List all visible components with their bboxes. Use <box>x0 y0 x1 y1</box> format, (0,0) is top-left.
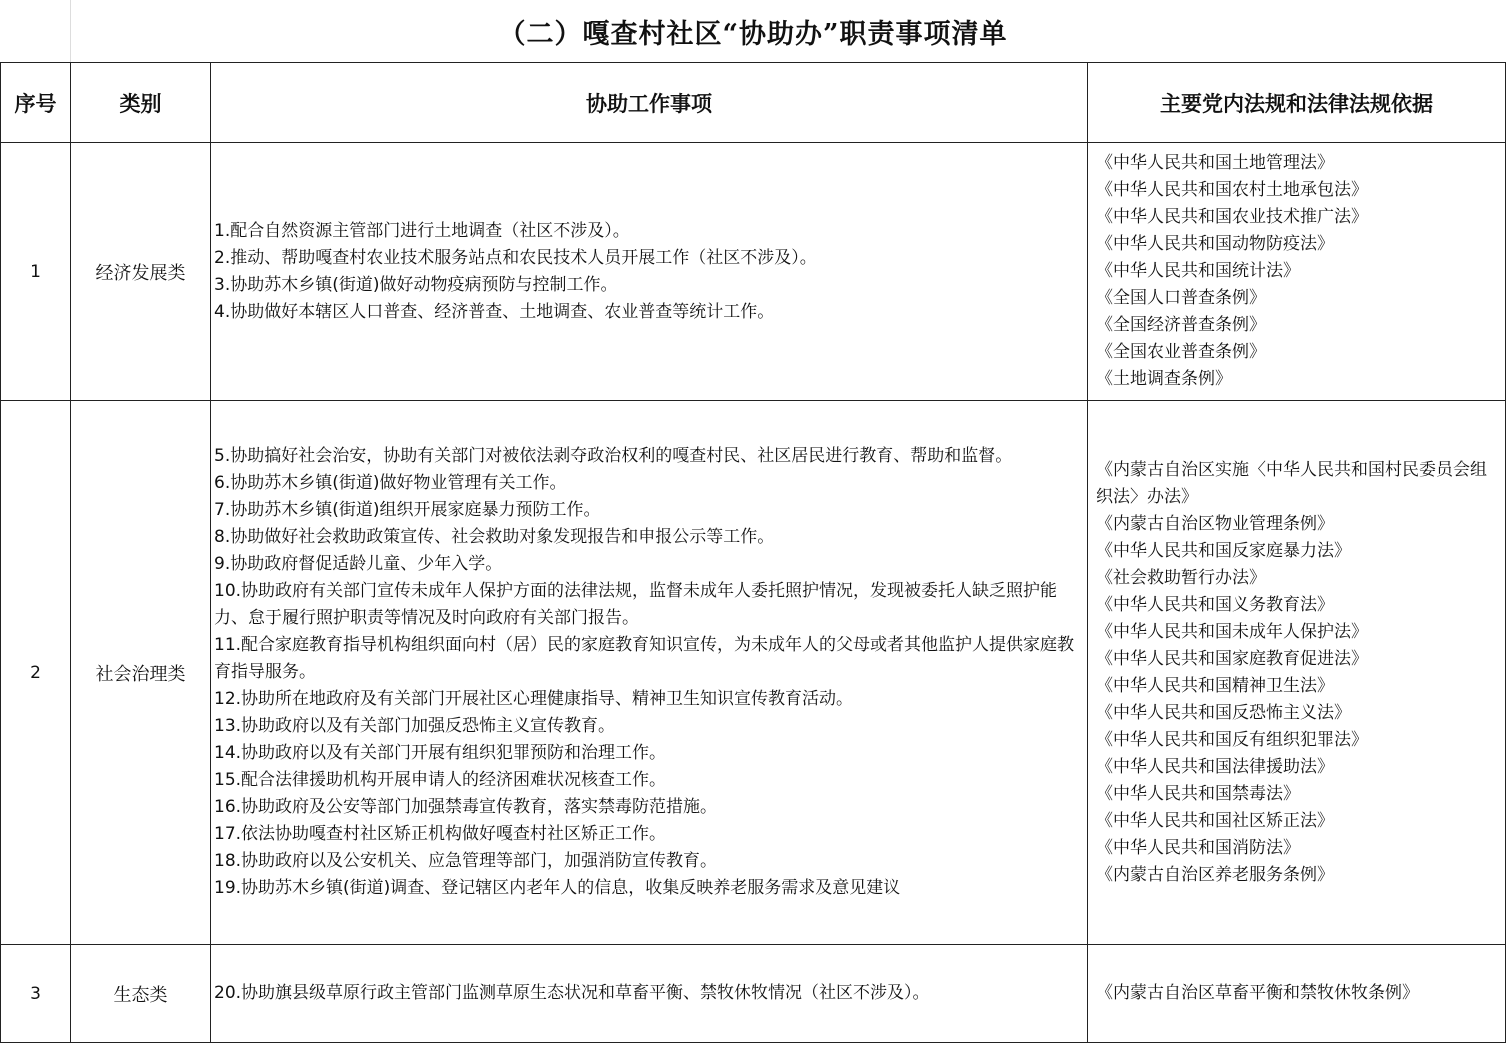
table-row <box>1 401 1506 945</box>
duty-item: 6.协助苏木乡镇(街道)做好物业管理有关工作。 <box>214 473 567 493</box>
duty-item: 10.协助政府有关部门宣传未成年人保护方面的法律法规，监督未成年人委托照护情况，发现被委托人缺乏照护能力、怠于履行照护职责等情况及时向政府有关部门报告。 <box>214 581 1058 628</box>
duty-item: 12.协助所在地政府及有关部门开展社区心理健康指导、精神卫生知识宣传教育活动。 <box>214 689 854 709</box>
duty-item: 2.推动、帮助嘎查村农业技术服务站点和农民技术人员开展工作（社区不涉及）。 <box>214 247 817 268</box>
row-seq: 3 <box>1 945 71 1043</box>
header-category: 类别 <box>71 63 211 143</box>
law-reference: 《中华人民共和国反恐怖主义法》 <box>1096 702 1351 723</box>
law-reference: 《中华人民共和国动物防疫法》 <box>1096 234 1334 254</box>
law-reference: 《中华人民共和国未成年人保护法》 <box>1096 621 1368 642</box>
row-laws <box>1088 945 1506 1043</box>
duty-item: 18.协助政府以及公安机关、应急管理等部门，加强消防宣传教育。 <box>214 851 718 871</box>
law-reference: 《全国农业普查条例》 <box>1096 342 1266 362</box>
table-header-row <box>1 63 1506 143</box>
row-laws <box>1088 401 1506 945</box>
duty-item: 11.配合家庭教育指导机构组织面向村（居）民的家庭教育知识宣传，为未成年人的父母或者其他监护人提供家庭教育指导服务。 <box>214 635 1075 682</box>
row-items <box>211 401 1088 945</box>
row-seq: 2 <box>1 401 71 945</box>
duty-item: 13.协助政府以及有关部门加强反恐怖主义宣传教育。 <box>214 716 616 736</box>
duty-item: 15.配合法律援助机构开展申请人的经济困难状况核查工作。 <box>214 770 667 790</box>
law-reference: 《全国经济普查条例》 <box>1096 315 1266 335</box>
duty-item: 3.协助苏木乡镇(街道)做好动物疫病预防与控制工作。 <box>214 274 618 295</box>
law-reference: 《社会救助暂行办法》 <box>1096 567 1266 588</box>
row-items <box>211 143 1088 401</box>
law-reference: 《中华人民共和国统计法》 <box>1096 261 1300 281</box>
page-title: （二）嘎查村社区“协助办”职责事项清单 <box>498 19 1008 50</box>
row-category: 经济发展类 <box>71 143 211 401</box>
header-laws: 主要党内法规和法律法规依据 <box>1088 63 1506 143</box>
duty-item: 1.配合自然资源主管部门进行土地调查（社区不涉及）。 <box>214 220 630 241</box>
law-reference: 《中华人民共和国反家庭暴力法》 <box>1096 540 1351 561</box>
row-laws <box>1088 143 1506 401</box>
table-row <box>1 945 1506 1043</box>
duty-item: 9.协助政府督促适龄儿童、少年入学。 <box>214 554 503 574</box>
row-category: 社会治理类 <box>71 401 211 945</box>
duties-table <box>0 62 1506 1043</box>
row-seq: 1 <box>1 143 71 401</box>
law-reference: 《中华人民共和国家庭教育促进法》 <box>1096 648 1368 669</box>
law-reference: 《全国人口普查条例》 <box>1096 288 1266 308</box>
duty-item: 20.协助旗县级草原行政主管部门监测草原生态状况和草畜平衡、禁牧休牧情况（社区不涉及）。 <box>214 983 930 1003</box>
duty-item: 16.协助政府及公安等部门加强禁毒宣传教育，落实禁毒防范措施。 <box>214 797 718 817</box>
law-reference: 《中华人民共和国禁毒法》 <box>1096 783 1300 804</box>
law-reference: 《中华人民共和国反有组织犯罪法》 <box>1096 729 1368 750</box>
law-reference: 《内蒙古自治区物业管理条例》 <box>1096 513 1334 534</box>
law-reference: 《中华人民共和国消防法》 <box>1096 837 1300 858</box>
duty-item: 8.协助做好社会救助政策宣传、社会救助对象发现报告和申报公示等工作。 <box>214 527 775 547</box>
law-reference: 《内蒙古自治区草畜平衡和禁牧休牧条例》 <box>1096 983 1419 1003</box>
law-reference: 《土地调查条例》 <box>1096 369 1232 389</box>
row-category: 生态类 <box>71 945 211 1043</box>
row-items <box>211 945 1088 1043</box>
law-reference: 《中华人民共和国社区矫正法》 <box>1096 810 1334 831</box>
header-items: 协助工作事项 <box>211 63 1088 143</box>
duty-item: 4.协助做好本辖区人口普查、经济普查、土地调查、农业普查等统计工作。 <box>214 301 775 322</box>
law-reference: 《中华人民共和国义务教育法》 <box>1096 594 1334 615</box>
law-reference: 《内蒙古自治区实施〈中华人民共和国村民委员会组织法〉办法》 <box>1096 459 1487 507</box>
duty-item: 19.协助苏木乡镇(街道)调查、登记辖区内老年人的信息，收集反映养老服务需求及意见建议 <box>214 878 901 898</box>
duty-item: 7.协助苏木乡镇(街道)组织开展家庭暴力预防工作。 <box>214 500 601 520</box>
law-reference: 《中华人民共和国农村土地承包法》 <box>1096 180 1368 200</box>
law-reference: 《中华人民共和国土地管理法》 <box>1096 153 1334 173</box>
duty-item: 5.协助搞好社会治安，协助有关部门对被依法剥夺政治权利的嘎查村民、社区居民进行教育、帮助和监督。 <box>214 446 1013 466</box>
law-reference: 《中华人民共和国精神卫生法》 <box>1096 675 1334 696</box>
table-row <box>1 143 1506 401</box>
law-reference: 《中华人民共和国法律援助法》 <box>1096 756 1334 777</box>
law-reference: 《中华人民共和国农业技术推广法》 <box>1096 207 1368 227</box>
law-reference: 《内蒙古自治区养老服务条例》 <box>1096 864 1334 885</box>
duty-item: 14.协助政府以及有关部门开展有组织犯罪预防和治理工作。 <box>214 743 667 763</box>
duty-item: 17.依法协助嘎查村社区矫正机构做好嘎查村社区矫正工作。 <box>214 824 667 844</box>
header-seq: 序号 <box>1 63 71 143</box>
